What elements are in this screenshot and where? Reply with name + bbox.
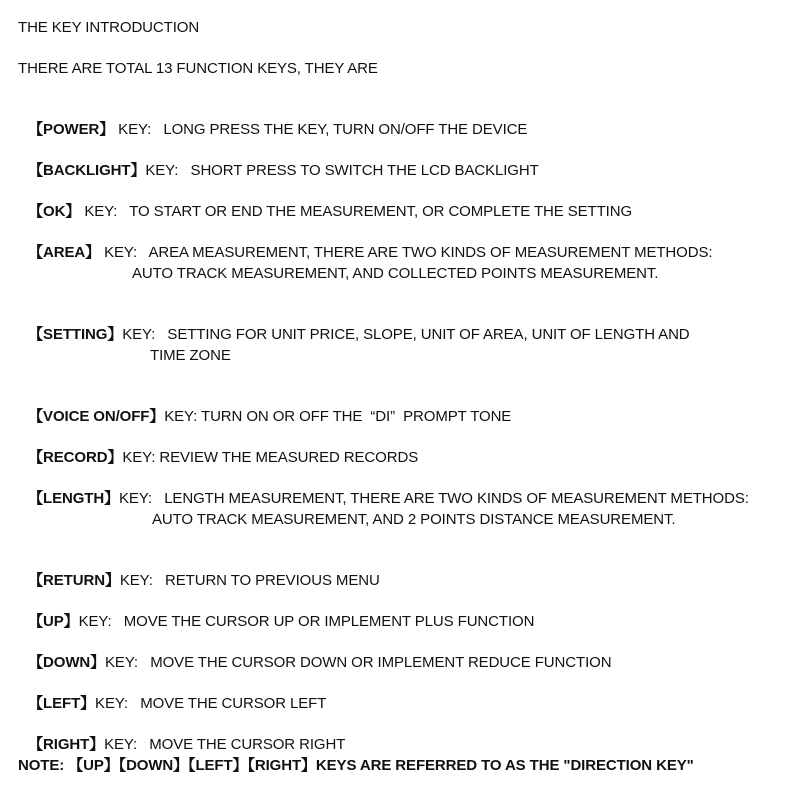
key-description: SETTING FOR UNIT PRICE, SLOPE, UNIT OF AREA, UNIT OF LENGTH AND (167, 326, 690, 343)
key-row-up (20, 592, 534, 632)
page-title: THE KEY INTRODUCTION (18, 19, 200, 36)
key-name: 【RETURN】 (28, 572, 120, 589)
key-separator: KEY: (145, 162, 191, 179)
key-description: LONG PRESS THE KEY, TURN ON/OFF THE DEVICE (163, 121, 528, 138)
key-name: 【OK】 (28, 203, 81, 220)
key-separator: KEY: (78, 613, 124, 630)
key-separator: KEY: (100, 244, 149, 261)
key-separator: KEY: (114, 121, 164, 138)
key-separator: KEY: (164, 408, 202, 425)
intro-text: THERE ARE TOTAL 13 FUNCTION KEYS, THEY ARE (18, 60, 378, 77)
key-separator: KEY: (104, 736, 150, 753)
key-description: LENGTH MEASUREMENT, THERE ARE TWO KINDS OF MEASUREMENT METHODS: (164, 490, 749, 507)
key-name: 【VOICE ON/OFF】 (28, 408, 165, 425)
key-row-return (20, 551, 380, 591)
key-row-left (20, 674, 326, 714)
key-row-ok (20, 182, 632, 222)
key-description: MOVE THE CURSOR LEFT (140, 695, 327, 712)
key-name: 【LEFT】 (28, 695, 96, 712)
key-description: REVIEW THE MEASURED RECORDS (159, 449, 419, 466)
key-row-down (20, 633, 611, 673)
key-separator: KEY: (105, 654, 151, 671)
key-description: TURN ON OR OFF THE “DI” PROMPT TONE (201, 408, 512, 425)
key-description: SHORT PRESS TO SWITCH THE LCD BACKLIGHT (190, 162, 539, 179)
key-name: 【RIGHT】 (28, 736, 105, 753)
key-separator: KEY: (119, 490, 165, 507)
key-description: MOVE THE CURSOR UP OR IMPLEMENT PLUS FUNCTION (123, 613, 535, 630)
key-row-area-continuation: AUTO TRACK MEASUREMENT, AND COLLECTED POINTS MEASUREMENT. (132, 265, 659, 282)
key-description: MOVE THE CURSOR RIGHT (149, 736, 346, 753)
key-row-area (20, 223, 712, 263)
key-row-length (20, 469, 749, 509)
key-row-setting-continuation: TIME ZONE (150, 347, 231, 364)
key-description: MOVE THE CURSOR DOWN OR IMPLEMENT REDUCE FUNCTION (150, 654, 612, 671)
key-name: 【AREA】 (28, 244, 101, 261)
key-row-voice (20, 387, 511, 427)
key-row-record (20, 428, 418, 468)
key-name: 【DOWN】 (28, 654, 106, 671)
key-description: AREA MEASUREMENT, THERE ARE TWO KINDS OF MEASUREMENT METHODS: (148, 244, 713, 261)
key-name: 【UP】 (28, 613, 79, 630)
key-separator: KEY: (122, 449, 160, 466)
key-description: RETURN TO PREVIOUS MENU (165, 572, 380, 589)
key-separator: KEY: (80, 203, 130, 220)
key-separator: KEY: (119, 572, 166, 589)
key-name: 【LENGTH】 (28, 490, 120, 507)
key-row-power (20, 100, 527, 140)
key-name: 【BACKLIGHT】 (28, 162, 146, 179)
key-description: TO START OR END THE MEASUREMENT, OR COMPLETE THE SETTING (129, 203, 633, 220)
key-row-length-continuation: AUTO TRACK MEASUREMENT, AND 2 POINTS DISTANCE MEASUREMENT. (152, 511, 676, 528)
key-name: 【POWER】 (28, 121, 115, 138)
key-name: 【SETTING】 (28, 326, 123, 343)
key-separator: KEY: (95, 695, 141, 712)
key-name: 【RECORD】 (28, 449, 123, 466)
key-row-setting (20, 305, 690, 345)
key-row-right (20, 715, 345, 755)
key-row-backlight (20, 141, 539, 181)
direction-key-note: NOTE: 【UP】【DOWN】【LEFT】【RIGHT】KEYS ARE REFERRED TO AS THE "DIRECTION KEY" (18, 757, 694, 774)
key-separator: KEY: (122, 326, 168, 343)
